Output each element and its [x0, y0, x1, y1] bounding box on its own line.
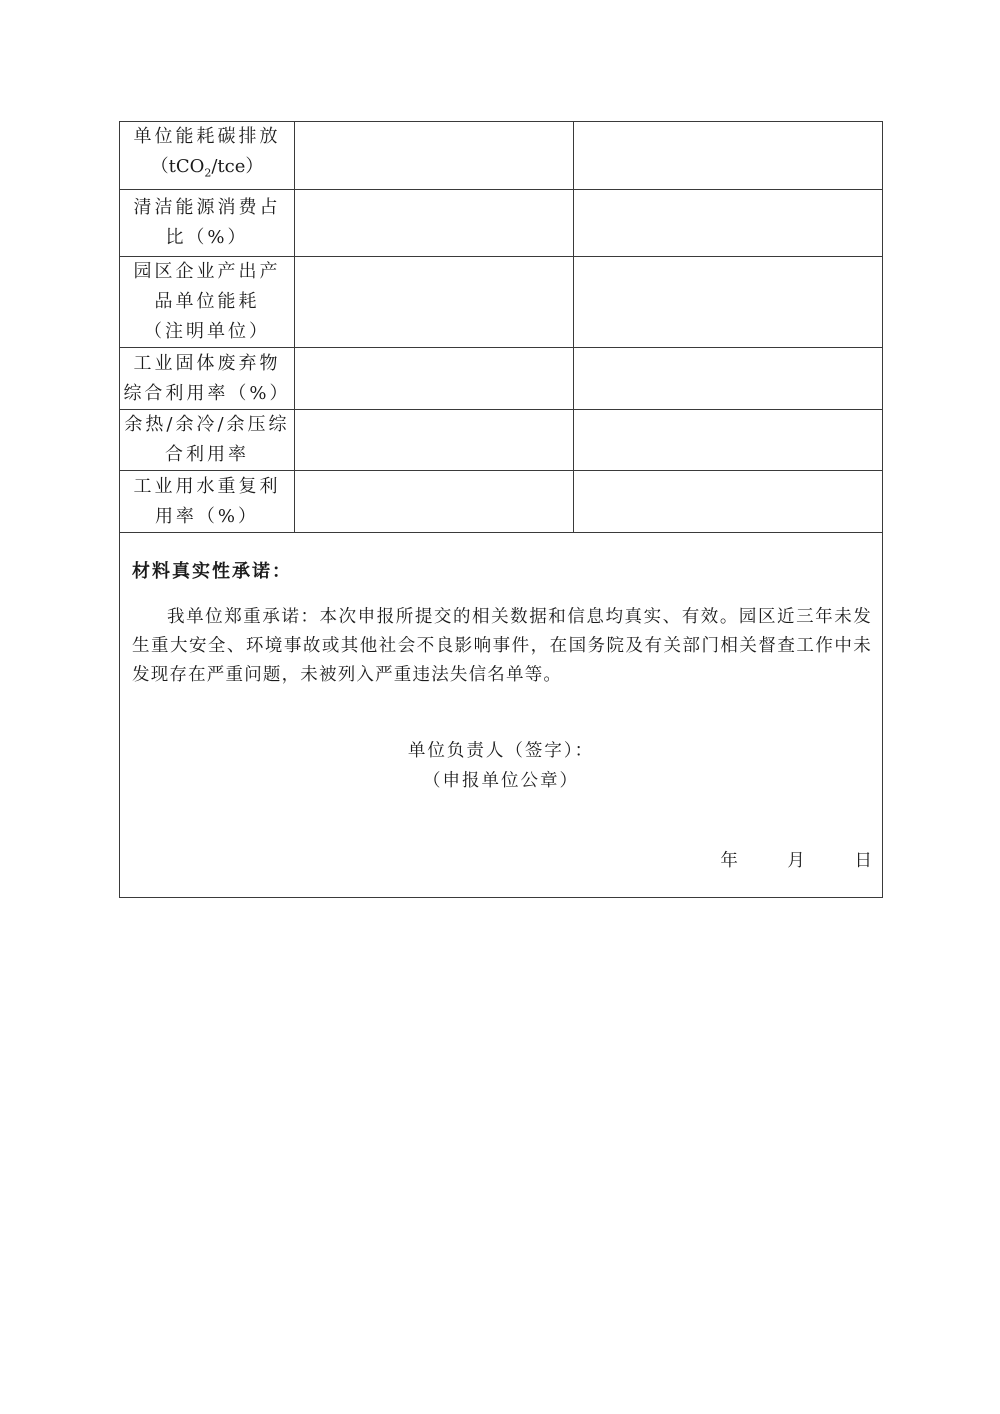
row-label-clean-energy-ratio [120, 190, 295, 257]
commitment-body: 我单位郑重承诺：本次申报所提交的相关数据和信息均真实、有效。园区近三年未发生重大安全、环境事故或其他社会不良影响事件，在国务院及有关部门相关督查工作中未发现存在严重问题，未被列入严重违法失信名单等。 [132, 607, 872, 685]
date-day-label: 日 [854, 851, 872, 871]
table-row [120, 471, 883, 533]
label-line: 比（%） [165, 227, 249, 248]
table-row [120, 122, 883, 190]
value-cell-target[interactable] [574, 471, 883, 533]
label-line: （注明单位） [144, 321, 270, 342]
label-line: 余热/余冷/余压综 [124, 414, 290, 435]
commitment-title: 材料真实性承诺： [132, 561, 292, 582]
table-row [120, 410, 883, 471]
value-cell-target[interactable] [574, 410, 883, 471]
value-cell-target[interactable] [574, 348, 883, 410]
value-cell-target[interactable] [574, 190, 883, 257]
formula-subscript: 2 [204, 166, 212, 180]
data-form-table [119, 121, 883, 898]
label-line: 合利用率 [165, 444, 249, 465]
table-row [120, 257, 883, 348]
table-row [120, 348, 883, 410]
label-line: 综合利用率（%） [123, 382, 291, 404]
label-line-formula [120, 152, 294, 189]
row-label-solid-waste-utilization [120, 348, 295, 410]
label-line: 品单位能耗 [154, 291, 260, 312]
label-line: 工业固体废弃物 [133, 352, 281, 374]
date-year-label: 年 [720, 851, 738, 871]
row-label-water-reuse-rate [120, 471, 295, 533]
value-cell-current[interactable] [295, 348, 574, 410]
value-cell-current[interactable] [295, 122, 574, 190]
row-label-unit-energy-consumption [120, 257, 295, 348]
value-cell-target[interactable] [574, 257, 883, 348]
table-row [120, 190, 883, 257]
commitment-row [120, 533, 883, 898]
label-line: 工业用水重复利 [133, 475, 281, 497]
date-line [676, 847, 872, 875]
value-cell-target[interactable] [574, 122, 883, 190]
value-cell-current[interactable] [295, 190, 574, 257]
formula-suffix: /tce） [211, 156, 264, 178]
seal-note: （申报单位公章） [423, 771, 579, 791]
label-line: 园区企业产出产 [133, 261, 281, 282]
value-cell-current[interactable] [295, 257, 574, 348]
value-cell-current[interactable] [295, 471, 574, 533]
label-line: 单位能耗碳排放 [133, 126, 281, 148]
label-line: 清洁能源消费占 [133, 197, 281, 218]
row-label-carbon-emission [120, 122, 295, 190]
row-label-waste-heat-utilization [120, 410, 295, 471]
commitment-section [120, 533, 883, 898]
value-cell-current[interactable] [295, 410, 574, 471]
date-month-label: 月 [787, 851, 805, 871]
label-line: 用率（%） [154, 505, 260, 527]
formula-prefix: （tCO [150, 156, 205, 178]
signer-label: 单位负责人（签字）： [407, 741, 595, 761]
